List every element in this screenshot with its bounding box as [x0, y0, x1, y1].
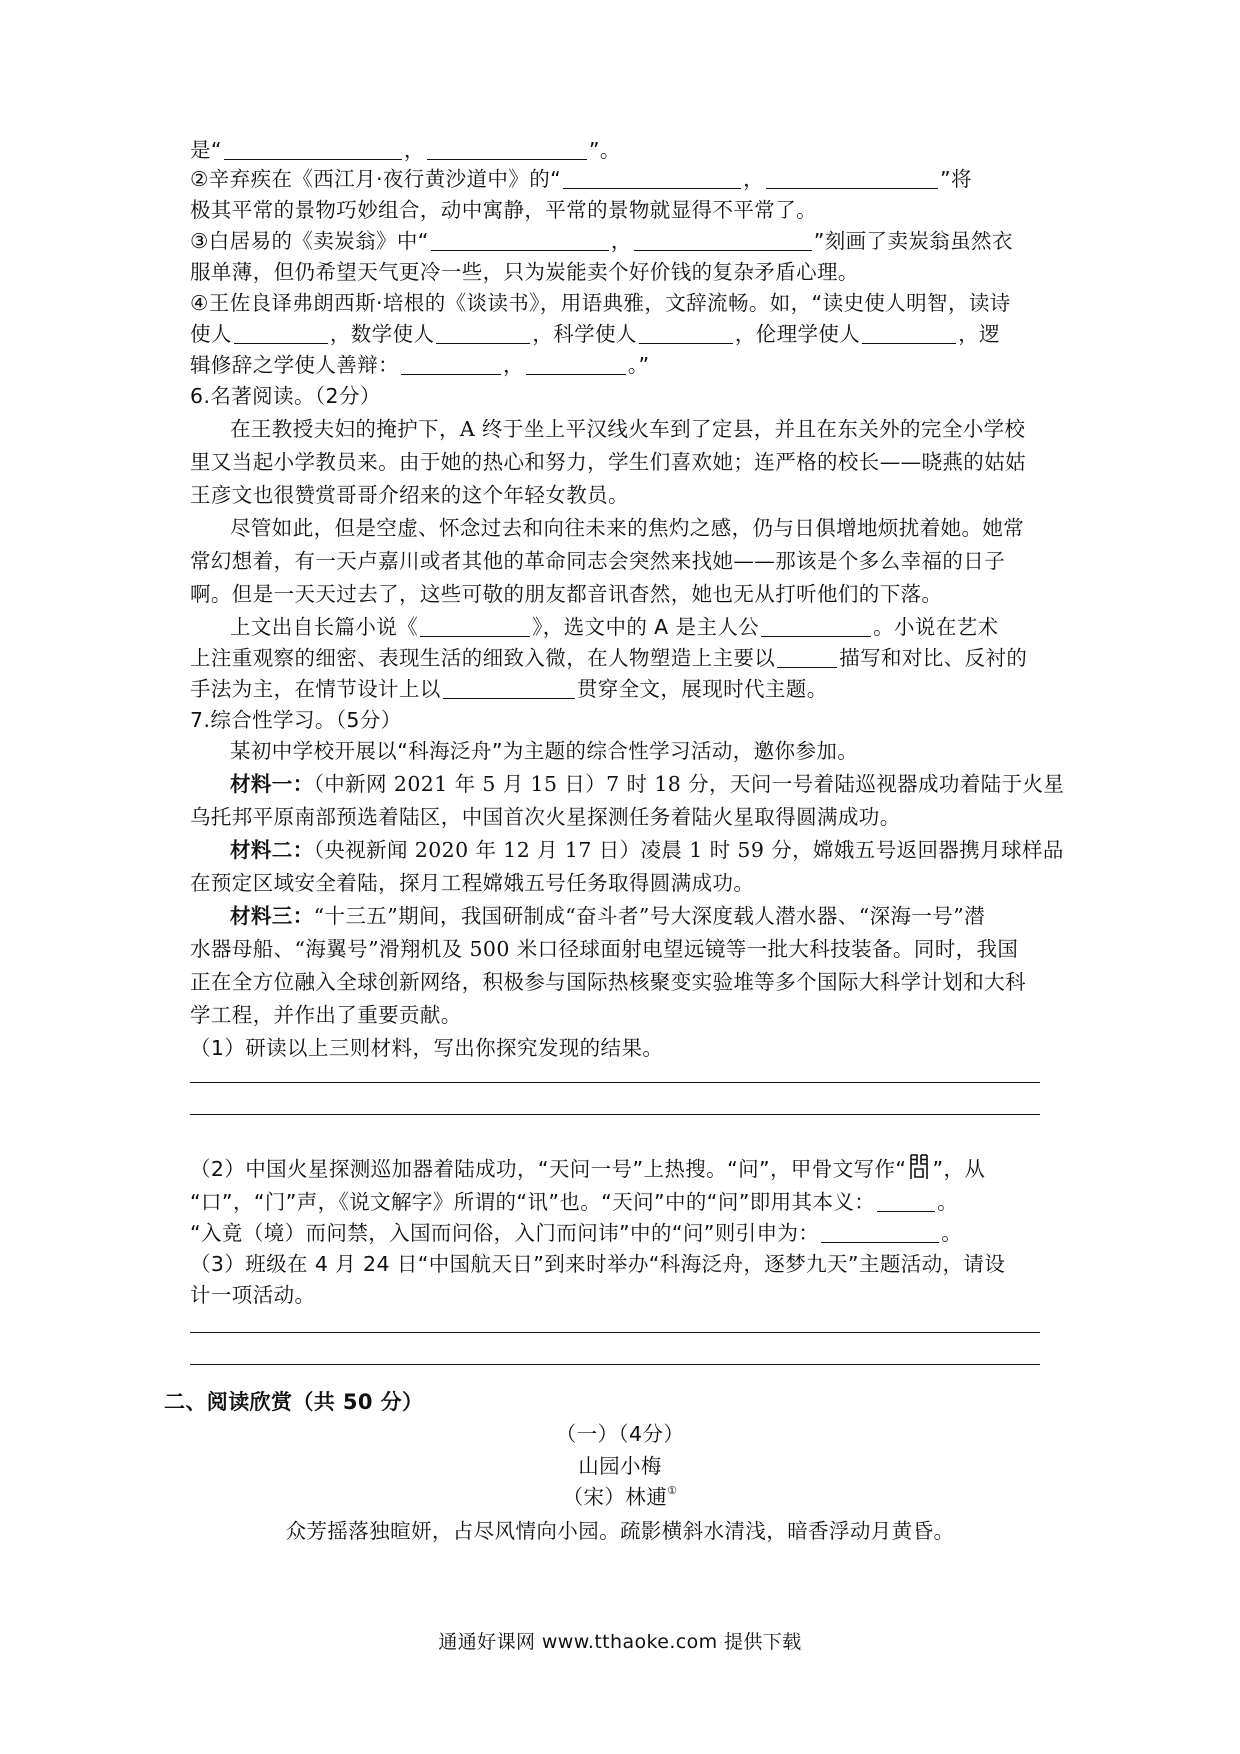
q5-item-4-line3: 辑修辞之学使人善辩： ， 。”: [190, 353, 650, 377]
answer-blank[interactable]: [766, 166, 938, 189]
q7-sub-2-line2: “口”，“门”声，《说文解字》所谓的“讯”也。“天问”中的“问”即用其本义： 。: [190, 1190, 959, 1214]
q7-material-3-cont: 学工程，并作出了重要贡献。: [190, 1003, 462, 1027]
answer-blank[interactable]: [234, 321, 328, 344]
material-label: 材料一：: [230, 772, 314, 796]
q6-passage-line: 啊。但是一天天过去了，这些可敬的朋友都音讯杳然，她也无从打听他们的下落。: [190, 582, 943, 606]
q7-material-2-cont: 在预定区域安全着陆，探月工程嫦娥五号任务取得圆满成功。: [190, 871, 755, 895]
answer-blank[interactable]: [401, 352, 501, 375]
q6-question: 上文出自长篇小说《 》，选文中的 A 是主人公 。小说在艺术: [230, 615, 999, 639]
answer-blank[interactable]: [777, 645, 837, 668]
answer-blank[interactable]: [877, 1189, 935, 1212]
q5-item-2: ②辛弃疾在《西江月·夜行黄沙道中》的“ ， ”将: [190, 167, 972, 191]
answer-line[interactable]: [190, 1364, 1040, 1365]
answer-blank[interactable]: [862, 321, 956, 344]
q7-intro: 某初中学校开展以“科海泛舟”为主题的综合性学习活动，邀你参加。: [230, 739, 859, 763]
answer-blank[interactable]: [821, 1220, 939, 1243]
answer-blank[interactable]: [436, 321, 530, 344]
page-footer: 通通好课网 www.tthaoke.com 提供下载: [438, 1631, 802, 1653]
q7-sub-3-cont: 计一项活动。: [190, 1283, 316, 1307]
poem-line: 众芳摇落独暄妍，占尽风情向小园。疏影横斜水清浅，暗香浮动月黄昏。: [285, 1519, 955, 1543]
poem-author: （宋）林逋①: [562, 1484, 678, 1509]
answer-blank[interactable]: [431, 228, 609, 251]
q7-material-3-cont: 正在全方位融入全球创新网络，积极参与国际热核聚变实验堆等多个国际大科学计划和大科: [190, 970, 1026, 994]
answer-blank[interactable]: [526, 352, 626, 375]
material-label: 材料三：: [230, 904, 314, 928]
answer-blank[interactable]: [427, 137, 587, 160]
poem-title: 山园小梅: [578, 1454, 662, 1478]
q5-line-0: 是“ ， ”。: [190, 138, 621, 162]
q5-item-3: ③白居易的《卖炭翁》中“ ， ”刻画了卖炭翁虽然衣: [190, 229, 1013, 253]
q5-item-4-line2: 使人 ，数学使人 ，科学使人 ，伦理学使人 ，逻: [190, 322, 1001, 346]
answer-blank[interactable]: [639, 321, 733, 344]
part-label: （一）（4分）: [555, 1422, 685, 1446]
q7-title: 7.综合性学习。（5分）: [190, 708, 402, 732]
q5-item-3-cont: 服单薄，但仍希望天气更冷一些，只为炭能卖个好价钱的复杂矛盾心理。: [190, 260, 859, 284]
answer-line[interactable]: [190, 1082, 1040, 1083]
q7-material-1-cont: 乌托邦平原南部预选着陆区，中国首次火星探测任务着陆火星取得圆满成功。: [190, 805, 901, 829]
answer-blank[interactable]: [634, 228, 812, 251]
q6-passage-line: 尽管如此，但是空虚、怀念过去和向往未来的焦灼之感，仍与日俱增地烦扰着她。她常: [230, 516, 1025, 540]
answer-blank[interactable]: [761, 614, 871, 637]
answer-line[interactable]: [190, 1114, 1040, 1115]
answer-blank[interactable]: [224, 137, 402, 160]
answer-blank[interactable]: [563, 166, 741, 189]
q6-question-line2: 上注重观察的细密、表现生活的细致入微，在人物塑造上主要以 描写和对比、反衬的: [190, 646, 1028, 670]
answer-blank[interactable]: [420, 614, 530, 637]
q7-sub-2: （2）中国火星探测巡加器着陆成功，“天问一号”上热搜。“问”，甲骨文写作“ ”，从: [190, 1152, 1060, 1185]
q7-material-3-cont: 水器母船、“海翼号”滑翔机及 500 米口径球面射电望远镜等一批大科技装备。同时，我国: [190, 937, 1019, 961]
q6-passage-line: 王彦文也很赞赏哥哥介绍来的这个年轻女教员。: [190, 483, 629, 507]
q7-sub-3: （3）班级在 4 月 24 日“中国航天日”到来时举办“科海泛舟，逐梦九天”主题活动，请设: [190, 1252, 1006, 1276]
q7-sub-1: （1）研读以上三则材料，写出你探究发现的结果。: [190, 1036, 664, 1060]
q6-question-line3: 手法为主，在情节设计上以 贯穿全文，展现时代主题。: [190, 677, 828, 701]
q6-title: 6.名著阅读。（2分）: [190, 384, 381, 408]
answer-blank[interactable]: [443, 676, 575, 699]
q6-passage-line: 里又当起小学教员来。由于她的热心和努力，学生们喜欢她；连严格的校长——晓燕的姑姑: [190, 450, 1026, 474]
q6-passage-line: 在王教授夫妇的掩护下，A 终于坐上平汉线火车到了定县，并且在东关外的完全小学校: [230, 417, 1026, 441]
answer-line[interactable]: [190, 1332, 1040, 1333]
q6-passage-line: 常幻想着，有一天卢嘉川或者其他的革命同志会突然来找她——那该是个多么幸福的日子: [190, 549, 1006, 573]
q7-sub-2-line3: “入竟（境）而问禁，入国而问俗，入门而问讳”中的“问”则引申为： 。: [190, 1221, 963, 1245]
oracle-bone-wen-glyph-icon: [906, 1152, 932, 1182]
q5-item-2-cont: 极其平常的景物巧妙组合，动中寓静，平常的景物就显得不平常了。: [190, 198, 817, 222]
q7-material-3: 材料三：“十三五”期间，我国研制成“奋斗者”号大深度载人潜水器、“深海一号”潜: [230, 904, 985, 928]
footnote-marker: ①: [667, 1484, 678, 1497]
q5-item-4: ④王佐良译弗朗西斯·培根的《谈读书》，用语典雅，文辞流畅。如，“读史使人明智，读诗: [190, 291, 1011, 315]
q7-material-2: 材料二：（央视新闻 2020 年 12 月 17 日）凌晨 1 时 59 分，嫦娥五号返回器携月球样品: [230, 838, 1064, 862]
material-label: 材料二：: [230, 838, 314, 862]
section-heading: 二、阅读欣赏（共 50 分）: [164, 1390, 424, 1414]
q7-material-1: 材料一：（中新网 2021 年 5 月 15 日）7 时 18 分，天问一号着陆巡视器成功着陆于火星: [230, 772, 1065, 796]
